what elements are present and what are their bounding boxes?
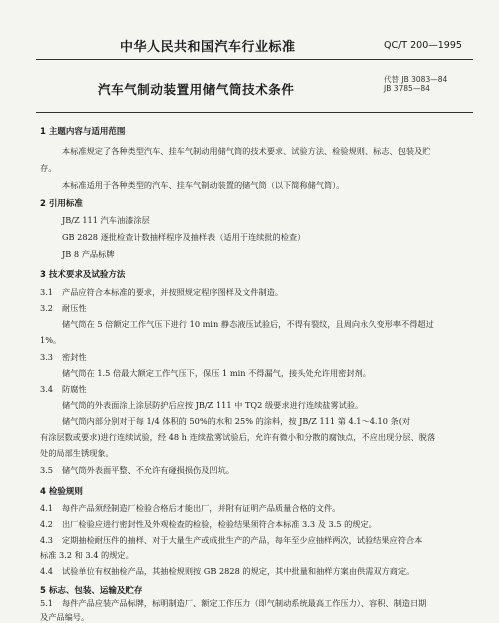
clause-number: 3.1 xyxy=(40,287,54,297)
clause-heading: 密封性 xyxy=(62,352,87,362)
replaces-line-2: JB 3785—84 xyxy=(384,84,430,93)
clause-3-2-text-b: 1%。 xyxy=(40,335,62,345)
section-3-heading: 3 技术要求及试验方法 xyxy=(40,270,126,280)
clause-5-1 xyxy=(40,598,426,609)
clause-text: 出厂检验应进行密封性及外观检查的检验，检验结果须符合本标准 3.3 及 3.5 的规定。 xyxy=(62,519,377,529)
clause-number: 3.2 xyxy=(40,303,54,313)
clause-3-4-text-a: 储气筒的外表面涂上涂层防护后应按 JB/Z 111 中 TQ2 级要求进行连续盐雾试验。 xyxy=(62,400,364,410)
clause-number: 5.1 xyxy=(40,598,54,608)
clause-text: 产品应符合本标准的要求，并按照规定程序图样及文件制造。 xyxy=(62,287,284,297)
section-1-heading: 1 主题内容与适用范围 xyxy=(40,127,126,137)
standard-category-title: 中华人民共和国汽车行业标准 xyxy=(120,40,296,55)
clause-3-4-heading xyxy=(40,384,87,395)
clause-5-1-continued: 及产品编号。 xyxy=(40,612,90,622)
clause-4-3-continued: 标准 3.2 和 3.4 的规定。 xyxy=(40,550,134,560)
clause-3-3-text: 储气筒在 1.5 倍最大额定工作气压下，保压 1 min 不得漏气，接头处允许用密封剂。 xyxy=(62,368,371,378)
replaces-line-1: 代替 JB 3083—84 xyxy=(384,75,448,84)
clause-number: 4.1 xyxy=(40,503,54,513)
clause-4-4 xyxy=(40,566,414,577)
clause-4-3 xyxy=(40,535,422,546)
clause-text: 储气筒外表面平整、不允许有碰损损伤及凹坑。 xyxy=(62,465,234,475)
reference-item: JB 8 产品标牌 xyxy=(62,249,115,259)
clause-heading: 耐压性 xyxy=(62,303,87,313)
clause-3-4-text-d: 处的局部生锈现象。 xyxy=(40,448,114,458)
clause-3-2-heading xyxy=(40,303,87,314)
clause-text: 每件产品应装产品标牌，标明制造厂、额定工作压力（即气制动系统最高工作压力）、容积、制造日期 xyxy=(62,598,427,608)
clause-4-1 xyxy=(40,503,340,514)
clause-text: 定期抽检耐压件的抽样、对于大量生产或成批生产的产品，每年至少应抽样两次，试验结果应符合本 xyxy=(62,535,423,545)
clause-number: 4.2 xyxy=(40,519,54,529)
clause-3-1 xyxy=(40,287,283,298)
clause-3-4-text-b: 储气筒内部分别对于每 1/4 体积的 50%的水和 25% 的涂料，按 JB/Z 111 第 4.1～4.10 条(对 xyxy=(62,416,411,426)
clause-3-5 xyxy=(40,465,234,476)
section-1-paragraph-2: 本标准适用于各种类型的汽车、挂车气制动装置的储气筒（以下简称储气筒）。 xyxy=(62,180,345,190)
clause-4-2 xyxy=(40,519,377,530)
reference-item: JB/Z 111 汽车油漆涂层 xyxy=(62,215,150,225)
clause-3-2-text-a: 储气筒在 5 倍额定工作气压下进行 10 min 静态液压试验后，不得有裂纹，且周向永久变形率不得超过 xyxy=(62,319,434,329)
clause-3-3-heading xyxy=(40,352,87,363)
clause-number: 3.5 xyxy=(40,465,54,475)
section-1-paragraph-1a: 本标准规定了各种类型汽车、挂车气制动用储气筒的技术要求、试验方法、检验规则、标志、包装及贮 xyxy=(62,146,431,156)
section-4-heading: 4 检验规则 xyxy=(40,487,83,497)
header-rule xyxy=(36,59,473,60)
clause-number: 3.3 xyxy=(40,352,54,362)
clause-text: 每件产品须经制造厂检验合格后才能出厂，并附有证明产品质量合格的文件。 xyxy=(62,503,341,513)
clause-text: 试验单位有权抽检产品，其抽检规则按 GB 2828 的规定，其中批量和抽样方案由供需双方商定。 xyxy=(62,566,415,576)
clause-heading: 防腐性 xyxy=(62,384,87,394)
section-5-heading: 5 标志、包装、运输及贮存 xyxy=(40,586,143,596)
title-rule xyxy=(36,112,473,113)
document-title: 汽车气制动装置用储气筒技术条件 xyxy=(98,82,295,97)
section-1-paragraph-1b: 存。 xyxy=(40,163,57,173)
standard-number: QC/T 200—1995 xyxy=(384,40,462,51)
clause-number: 3.4 xyxy=(40,384,54,394)
clause-number: 4.3 xyxy=(40,535,54,545)
section-2-heading: 2 引用标准 xyxy=(40,199,83,209)
clause-3-4-text-c: 有涂层数或要求)进行连续试验，经 48 h 连续盐雾试验后，允许有微小和分散的腐蚀点，不应出现分层、脱落 xyxy=(40,432,436,442)
reference-item: GB 2828 逐批检查计数抽样程序及抽样表（适用于连续批的检查） xyxy=(62,232,306,242)
clause-number: 4.4 xyxy=(40,566,54,576)
